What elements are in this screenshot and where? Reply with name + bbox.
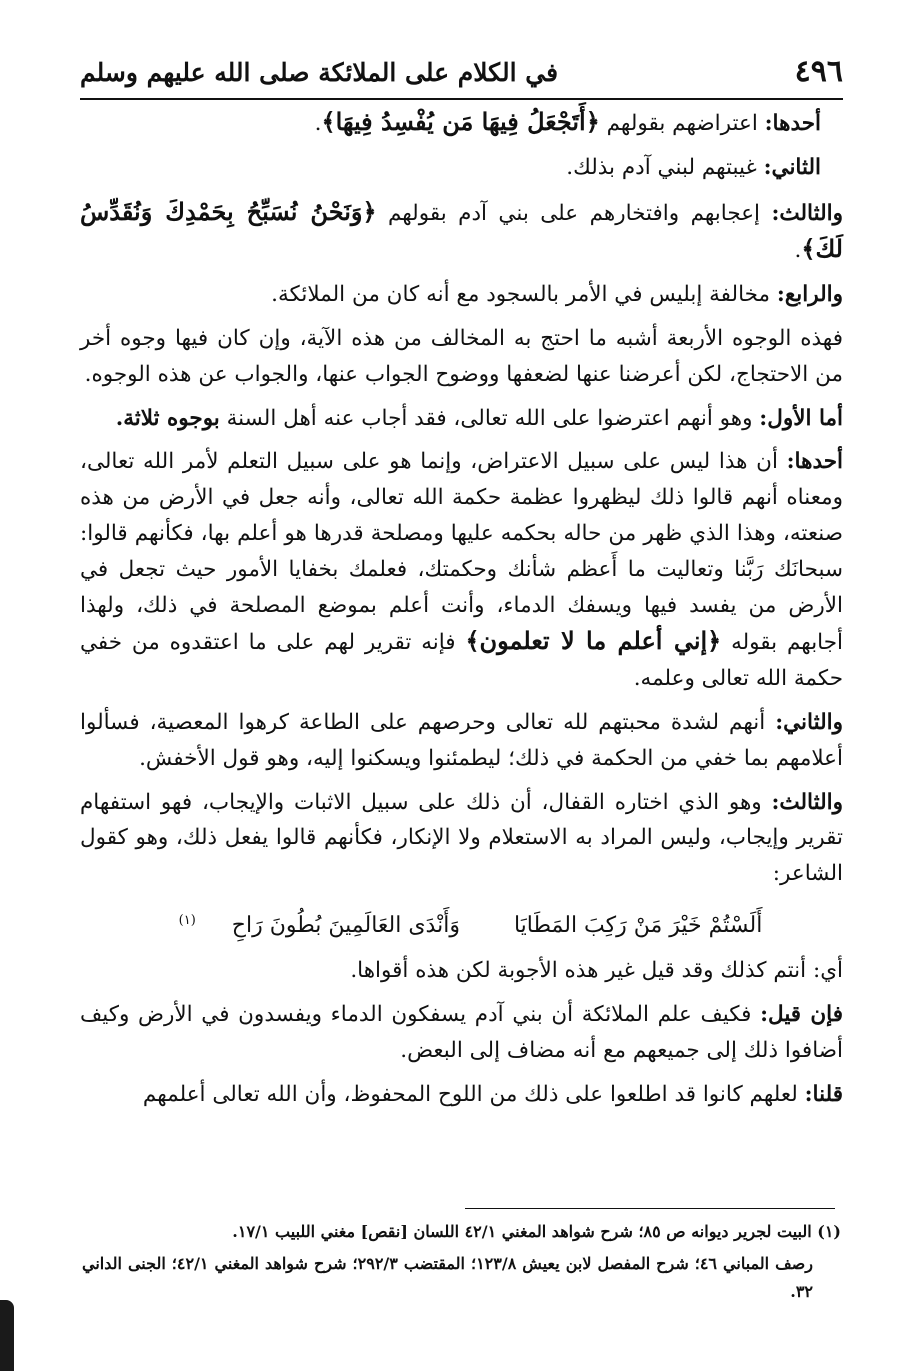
- paragraph-second-objection: الثاني: غيبتهم لبني آدم بذلك.: [566, 154, 821, 180]
- paragraph-summary: فهذه الوجوه الأربعة أشبه ما احتج به المخالف من هذه الآية، وإن كان فيها وجوه أخر من الاحتجاج، لكن أعرضنا عنها لضعفها ووضوح الجواب عنها، والجواب عن هذه الوجوه.: [80, 325, 843, 387]
- quran-quote: ﴿أَتَجْعَلُ فِيهَا مَن يُفْسِدُ فِيهَا﴾: [321, 107, 600, 136]
- page-header: [80, 52, 843, 100]
- footnote-divider: [465, 1208, 835, 1209]
- paragraph-conclusion: أي: أنتم كذلك وقد قيل غير هذه الأجوبة لكن هذه أقواها.: [350, 958, 843, 984]
- footnotes: [82, 1218, 841, 1310]
- quran-quote: ﴿وَنَحْنُ نُسَبِّحُ بِحَمْدِكَ وَنُقَدِّسُ لَكَ﴾: [80, 196, 843, 264]
- running-title: في الكلام على الملائكة صلى الله عليهم وسلم: [80, 58, 559, 87]
- poetry-verse: [140, 900, 783, 947]
- footnote-1-continued: رصف المباني ٤٦؛ شرح المفصل لابن يعيش ١٢٣/٨؛ المقتضب ٢٩٢/٣؛ شرح شواهد المغني ٤٢/١؛ الجنى الداني ٣٢.: [82, 1254, 813, 1301]
- verse-hemistich-second: وَأَنْدَى العَالَمِينَ بُطُونَ رَاحِ$^{(١)}$: [178, 912, 460, 939]
- scan-edge-shadow: [0, 1300, 14, 1371]
- paragraph-third-objection: والثالث: إعجابهم وافتخارهم على بني آدم بقولهم ﴿وَنَحْنُ نُسَبِّحُ بِحَمْدِكَ وَنُقَدِّسُ لَكَ﴾.: [80, 196, 843, 264]
- footnote-marker: (١): [178, 912, 196, 928]
- quran-quote: ﴿إني أعلم ما لا تعلمون﴾: [465, 626, 722, 656]
- main-text: [80, 104, 843, 1120]
- paragraph-reply: قلنا: لعلهم كانوا قد اطلعوا على ذلك من اللوح المحفوظ، وأن الله تعالى أعلمهم: [142, 1081, 843, 1107]
- paragraph-answer-three: والثالث: وهو الذي اختاره القفال، أن ذلك على سبيل الاثبات والإيجاب، فهو استفهام تقرير وإيجاب، وليس المراد به الاستعلام ولا الإنكار، فكأنهم قالوا يفعل ذلك، وهو كقول الشاعر:: [80, 789, 843, 887]
- footnote-1: (١) البيت لجرير ديوانه ص ٨٥؛ شرح شواهد المغني ٤٢/١ اللسان [نقص] مغني اللبيب ١٧/١.: [232, 1222, 841, 1241]
- paragraph-first-answer-intro: أما الأول: وهو أنهم اعترضوا على الله تعالى، فقد أجاب عنه أهل السنة بوجوه ثلاثة.: [115, 405, 843, 431]
- paragraph-answer-one: أحدها: أن هذا ليس على سبيل الاعتراض، وإنما هو على سبيل التعلم لأمر الله تعالى، ومعناه أنهم قالوا ذلك ليظهروا عظمة حكمة الله تعالى، وأنه جعل في الأرض من هذه صنعته، وهذا الذي ظهر من حاله بحكمه عليها ومصلحة قدرها هو أعلم بها، فكأنهم قالوا: سبحانَك رَبَّنا وتعاليت ما أَعظم شأنك وحكمتك، فعلمك بخفايا الأمور حيث تجعل في الأرض من يفسد فيها ويسفك الدماء، وأنت أعلم بموضع المصلحة في ذلك، ولهذا أجابهم بقوله ﴿إني أعلم ما لا تعلمون﴾ فإنه تقرير لهم على ما اعتقدوه من خفي حكمة الله تعالى وعلمه.: [80, 449, 844, 692]
- paragraph-question: فإن قيل: فكيف علم الملائكة أن بني آدم يسفكون الدماء ويفسدون في الأرض وكيف أضافوا ذلك إلى جميعهم مع أنه مضاف إلى البعض.: [80, 1002, 844, 1063]
- paragraph-fourth-objection: والرابع: مخالفة إبليس في الأمر بالسجود مع أنه كان من الملائكة.: [271, 282, 843, 308]
- paragraph-first-objection: أحدها: اعتراضهم بقولهم ﴿أَتَجْعَلُ فِيهَا مَن يُفْسِدُ فِيهَا﴾.: [314, 107, 821, 136]
- verse-hemistich-first: أَلَسْتُمْ خَيْرَ مَنْ رَكِبَ المَطَايَا: [513, 913, 763, 939]
- paragraph-answer-two: والثاني: أنهم لشدة محبتهم لله تعالى وحرصهم على الطاعة كرهوا المعصية، فسألوا أعلامهم بما خفي من الحكمة في ذلك؛ ليطمئنوا ويسكنوا إليه، وهو قول الأخفش.: [80, 709, 843, 771]
- page-number: ٤٩٦: [794, 54, 843, 89]
